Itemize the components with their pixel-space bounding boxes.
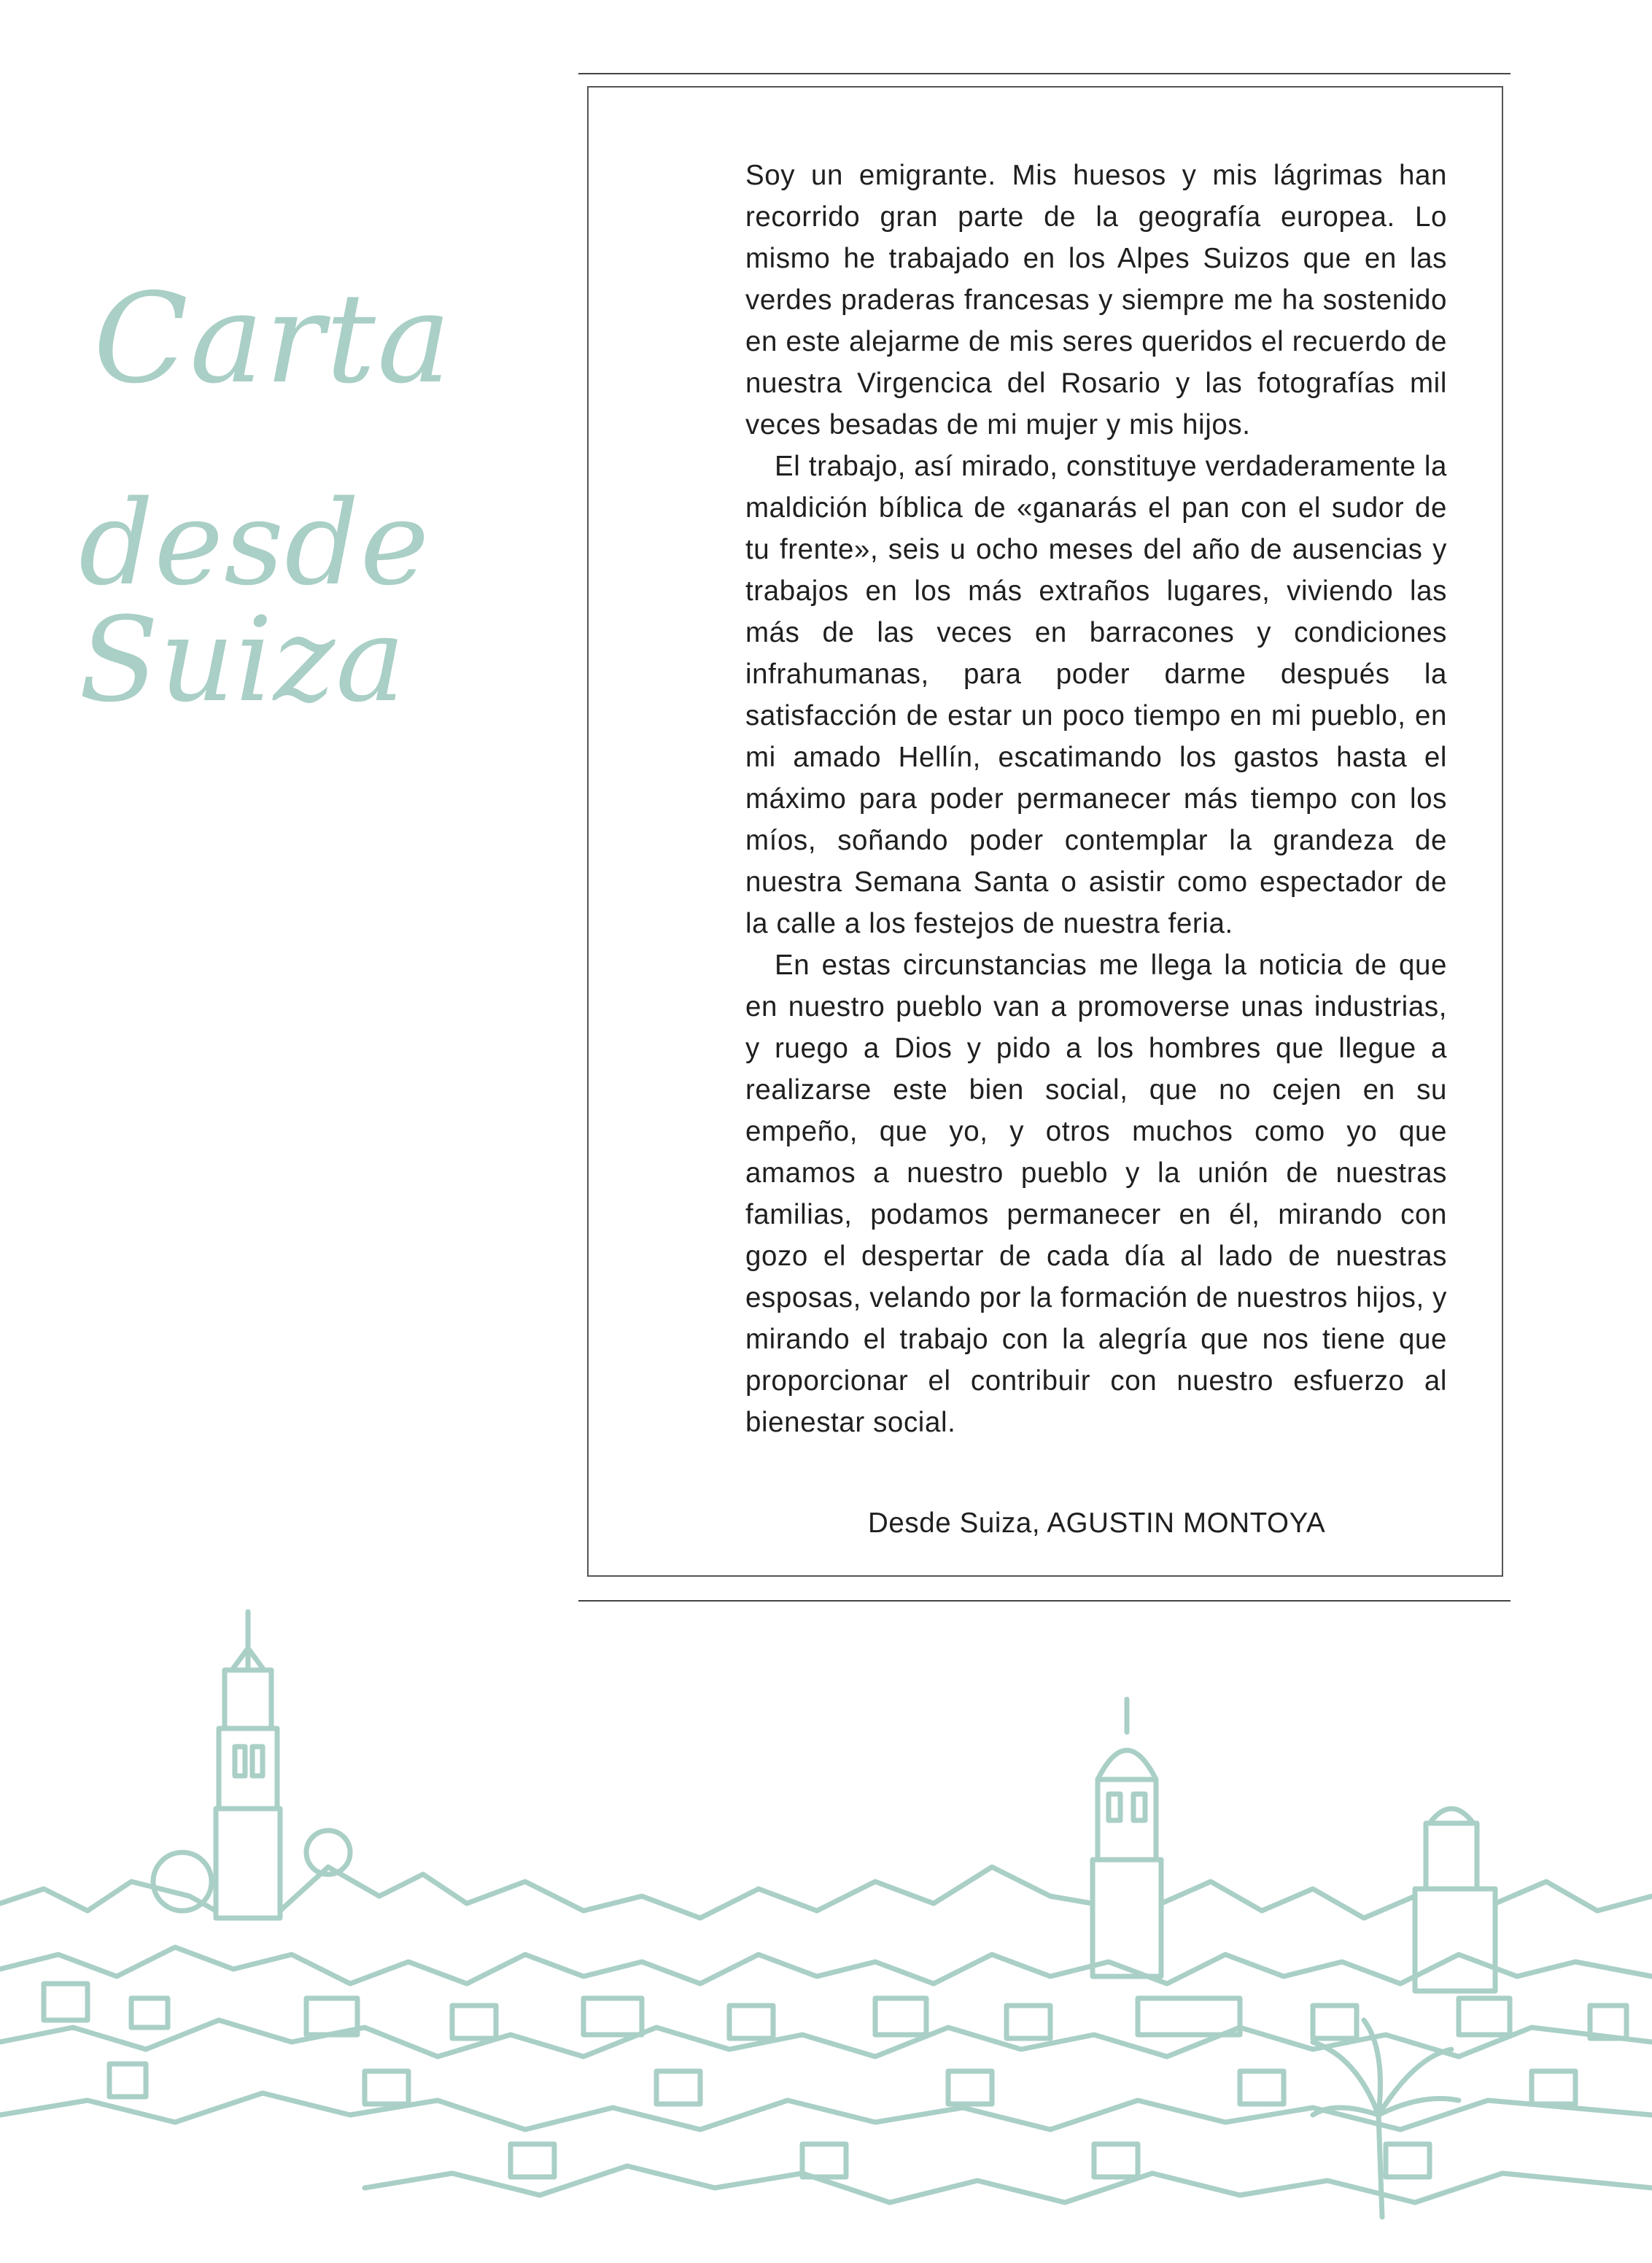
frame-rule-top-inner bbox=[589, 86, 1503, 88]
title-line-1: Carta bbox=[93, 267, 453, 411]
letter-paragraph-1: Soy un emigrante. Mis huesos y mis lágrimas han recorrido gran parte de la geografía europea. Lo mismo he trabajado en los Alpes Suizos que en las verdes praderas francesas y siempre me ha sostenido en este alejarme de mis seres queridos el recuerdo de nuestra Virgencica del Rosario y las fotografías mil veces besadas de mi mujer y mis hijos. bbox=[745, 160, 1447, 440]
letter-body bbox=[745, 155, 1447, 1443]
letter-paragraph-3: En estas circunstancias me llega la noticia de que en nuestro pueblo van a promoverse unas industrias, y ruego a Dios y pido a los hombres que llegue a realizarse este bien social, que no cejen en su empeño, que yo, y otros muchos como yo que amamos a nuestro pueblo y la unión de nuestras familias, podamos permanecer en él, mirando con gozo el despertar de cada día al lado de nuestras esposas, velando por la formación de nuestros hijos, y mirando el trabajo con la alegría que nos tiene que proporcionar el contribuir con nuestro esfuerzo al bienestar social. bbox=[745, 950, 1447, 1438]
frame-rule-right bbox=[1502, 86, 1503, 1577]
frame-rule-bottom-inner bbox=[589, 1575, 1503, 1577]
letter-signature: Desde Suiza, AGUSTIN MONTOYA bbox=[868, 1507, 1326, 1539]
letter-paragraph-2: El trabajo, así mirado, constituye verdaderamente la maldición bíblica de «ganarás el pan con el sudor de tu frente», seis u ocho meses del año de ausencias y trabajos en los más extraños lugares, viviendo las más de las veces en barracones y condiciones infrahumanas, para poder darme después la satisfacción de estar un poco tiempo en mi pueblo, en mi amado Hellín, escatimando los gastos hasta el máximo para poder permanecer más tiempo con los míos, soñando poder contemplar la grandeza de nuestra Semana Santa o asistir como espectador de la calle a los festejos de nuestra feria. bbox=[745, 451, 1447, 939]
frame-rule-top bbox=[578, 73, 1511, 74]
title-line-2: desde Suiza bbox=[79, 475, 430, 728]
town-skyline-illustration bbox=[0, 1590, 1652, 2263]
frame-rule-left bbox=[587, 86, 589, 1577]
article-title bbox=[79, 267, 546, 728]
